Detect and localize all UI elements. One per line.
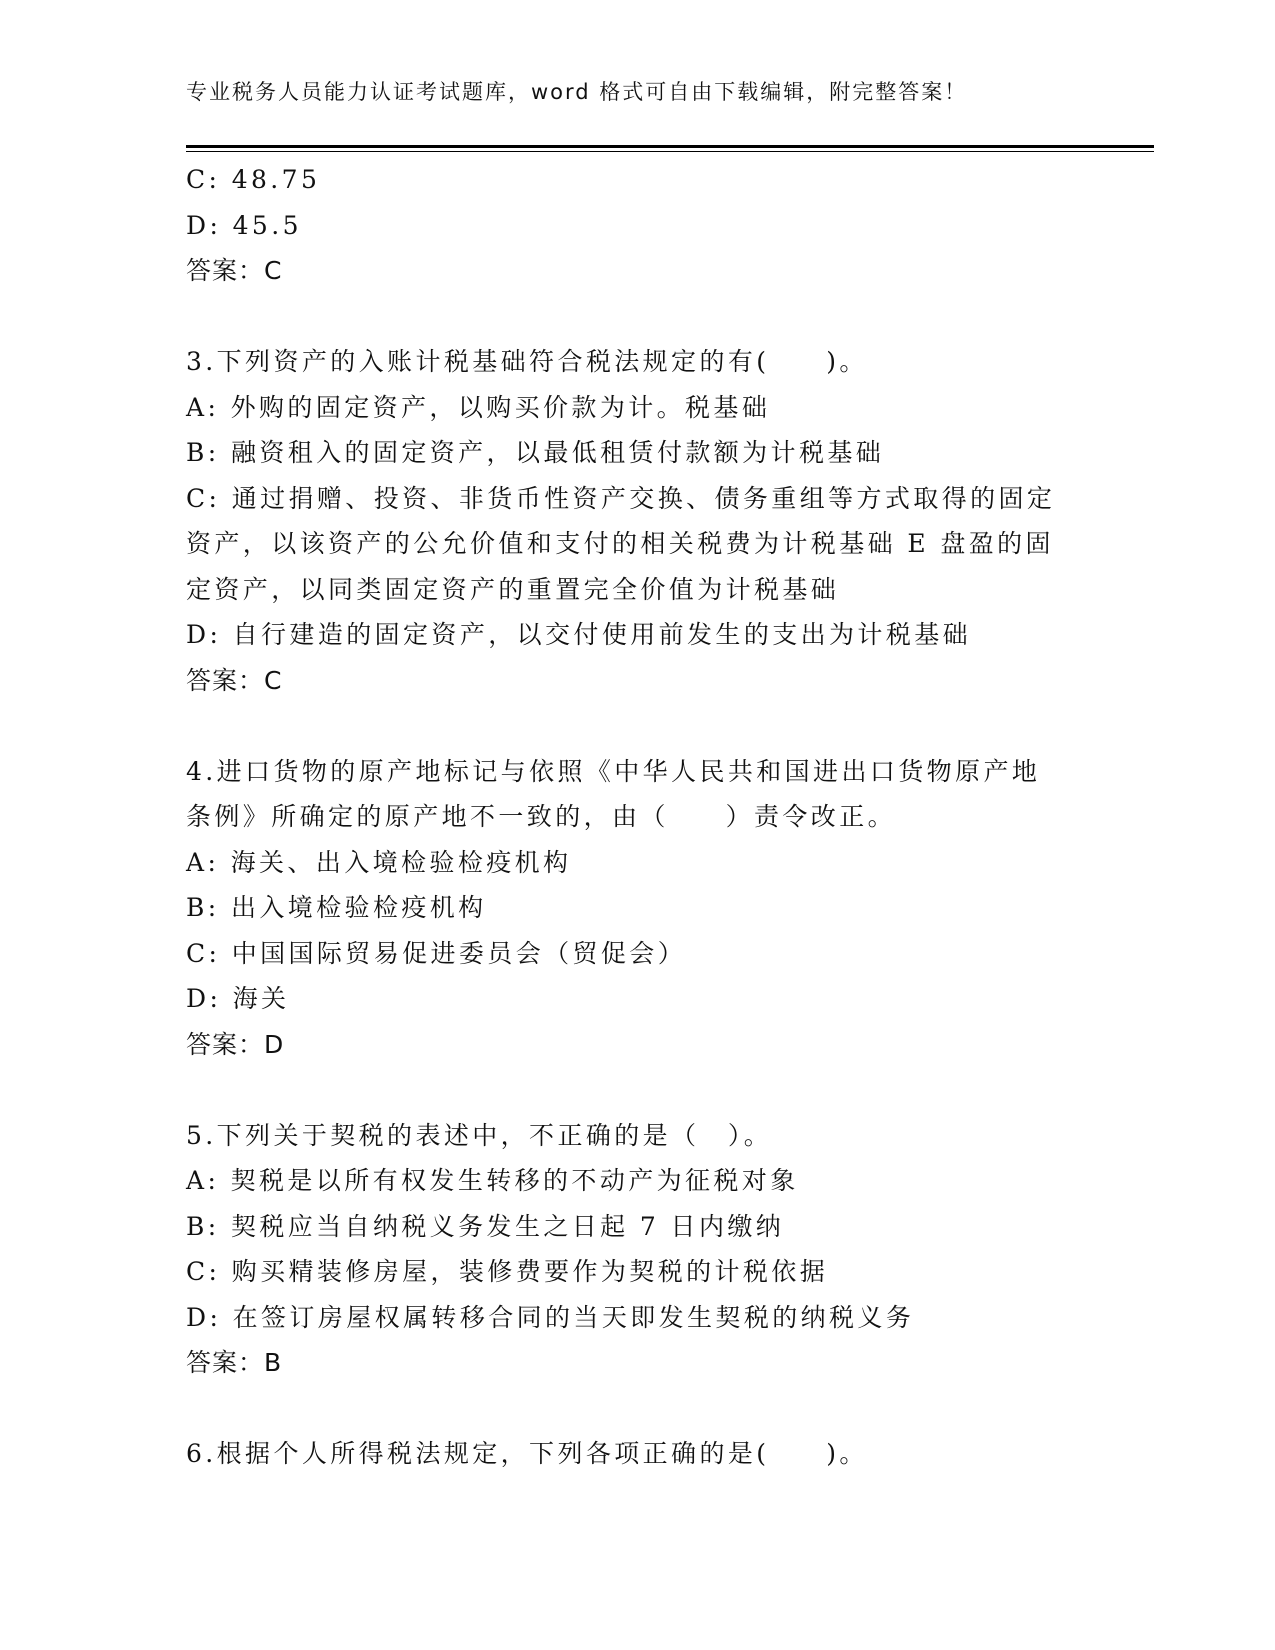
page-header: 专业税务人员能力认证考试题库，word 格式可自由下载编辑，附完整答案！ [186,80,968,104]
header-rule-thin [186,151,1154,152]
spacer [186,1067,1086,1113]
question-stem: 3.下列资产的入账计税基础符合税法规定的有( )。 [186,347,868,376]
option-line: A: 契税是以所有权发生转移的不动产为征税对象 [186,1166,799,1195]
option-line: D: 在签订房屋权属转移合同的当天即发生契税的纳税义务 [186,1302,915,1332]
option-line: D: 海关 [186,984,290,1013]
option-line: B: 融资租入的固定资产，以最低租赁付款额为计税基础 [186,438,885,467]
option-line: 定资产，以同类固定资产的重置完全价值为计税基础 [186,574,840,604]
spacer [186,294,1086,340]
option-line: A: 海关、出入境检验检疫机构 [186,847,572,877]
answer-line: 答案：C [186,665,283,695]
option-line: C: 购买精装修房屋，装修费要作为契税的计税依据 [186,1257,829,1286]
option-line: D: 自行建造的固定资产，以交付使用前发生的支出为计税基础 [186,620,972,649]
option-line: B: 出入境检验检疫机构 [186,893,487,922]
question-content [186,157,1086,1477]
option-line: 资产，以该资产的公允价值和支付的相关税费为计税基础 E 盘盈的固 [186,529,1054,558]
question-stem: 4.进口货物的原产地标记与依照《中华人民共和国进出口货物原产地 [186,756,1041,786]
answer-line: 答案：D [186,1029,285,1059]
question-stem: 6.根据个人所得税法规定，下列各项正确的是( )。 [186,1439,868,1468]
spacer [186,703,1086,749]
option-line: C: 48.75 [186,165,321,194]
answer-line: 答案：C [186,256,283,285]
spacer [186,1386,1086,1432]
option-line: C: 中国国际贸易促进委员会（贸促会） [186,938,687,968]
question-stem: 5.下列关于契税的表述中，不正确的是（ ）。 [186,1120,773,1150]
header-rule-thick [186,145,1154,148]
answer-line: 答案：B [186,1348,283,1377]
question-stem: 条例》所确定的原产地不一致的，由（ ）责令改正。 [186,802,897,831]
option-line: A: 外购的固定资产，以购买价款为计。税基础 [186,392,771,422]
option-line: D: 45.5 [186,210,302,240]
option-line: C: 通过捐赠、投资、非货币性资产交换、债务重组等方式取得的固定 [186,483,1056,513]
option-line: B: 契税应当自纳税义务发生之日起 7 日内缴纳 [186,1211,785,1241]
